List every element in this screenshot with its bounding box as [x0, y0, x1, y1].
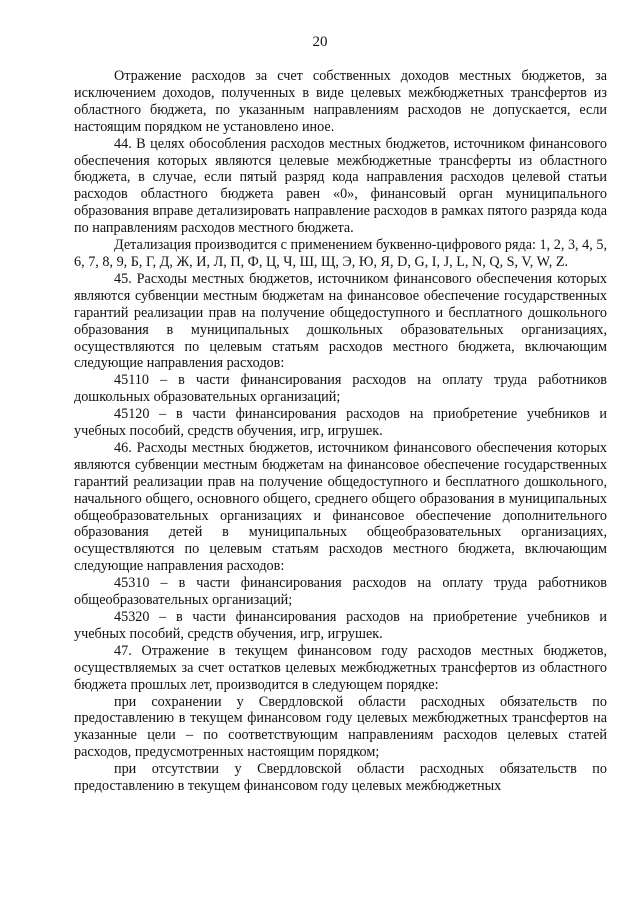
- paragraph-code-45110: 45110 – в части финансирования расходов на оплату труда работников дошкольных образовательных организаций;: [74, 372, 607, 406]
- paragraph-item-44: 44. В целях обособления расходов местных бюджетов, источником финансового обеспечения которых являются целевые межбюджетные трансферты из областного бюджета, в случае, если пятый разряд кода направления расходов целевой статьи расходов областного бюджета равен «0», финансовый орган муниципального образования вправе детализировать направление расходов в рамках пятого разряда кода по направлениям расходов местного бюджета.: [74, 135, 607, 237]
- document-body: [74, 68, 607, 795]
- paragraph-item-46: 46. Расходы местных бюджетов, источником финансового обеспечения которых являются субвенции местным бюджетам на финансовое обеспечение государственных гарантий реализации прав на получение общедоступного и бесплатного дошкольного, начального общего, основного общего, среднего общего образования в муниципальных общеобразовательных организациях и финансовое обеспечение дополнительного образования детей в муниципальных общеобразовательных организациях, осуществляются по целевым статьям расходов местного бюджета, включающим следующие направления расходов:: [74, 439, 607, 575]
- paragraph-item-47: 47. Отражение в текущем финансовом году расходов местных бюджетов, осуществляемых за счет остатков целевых межбюджетных трансфертов из областного бюджета прошлых лет, производится в следующем порядке:: [74, 642, 607, 693]
- paragraph-obligations-retained: при сохранении у Свердловской области расходных обязательств по предоставлению в текущем финансовом году целевых межбюджетных трансфертов на указанные цели – по соответствующим направлениям расходов целевых статей расходов, предусмотренных настоящим порядком;: [74, 693, 607, 761]
- paragraph-code-45120: 45120 – в части финансирования расходов на приобретение учебников и учебных пособий, средств обучения, игр, игрушек.: [74, 406, 607, 440]
- paragraph-code-45310: 45310 – в части финансирования расходов на оплату труда работников общеобразовательных организаций;: [74, 575, 607, 609]
- paragraph-item-45: 45. Расходы местных бюджетов, источником финансового обеспечения которых являются субвенции местным бюджетам на финансовое обеспечение государственных гарантий реализации прав на получение общедоступного и бесплатного дошкольного образования в муниципальных дошкольных образовательных организациях, осуществляются по целевым статьям расходов местного бюджета, включающим следующие направления расходов:: [74, 270, 607, 372]
- page-number: 20: [312, 34, 328, 50]
- paragraph-detalization-series: Детализация производится с применением буквенно-цифрового ряда: 1, 2, 3, 4, 5, 6, 7, 8, 9, Б, Г, Д, Ж, И, Л, П, Ф, Ц, Ч, Ш, Щ, Э, Ю, Я, D, G, I, J, L, N, Q, S, V, W, Z.: [74, 237, 607, 270]
- paragraph-obligations-absent: при отсутствии у Свердловской области расходных обязательств по предоставлению в текущем финансовом году целевых межбюджетных: [74, 761, 607, 795]
- paragraph-code-45320: 45320 – в части финансирования расходов на приобретение учебников и учебных пособий, средств обучения, игр, игрушек.: [74, 609, 607, 642]
- paragraph-expense-reflection: Отражение расходов за счет собственных доходов местных бюджетов, за исключением доходов, полученных в виде целевых межбюджетных трансфертов из областного бюджета, по указанным направлениям расходов не допускается, если настоящим порядком не установлено иное.: [74, 68, 607, 135]
